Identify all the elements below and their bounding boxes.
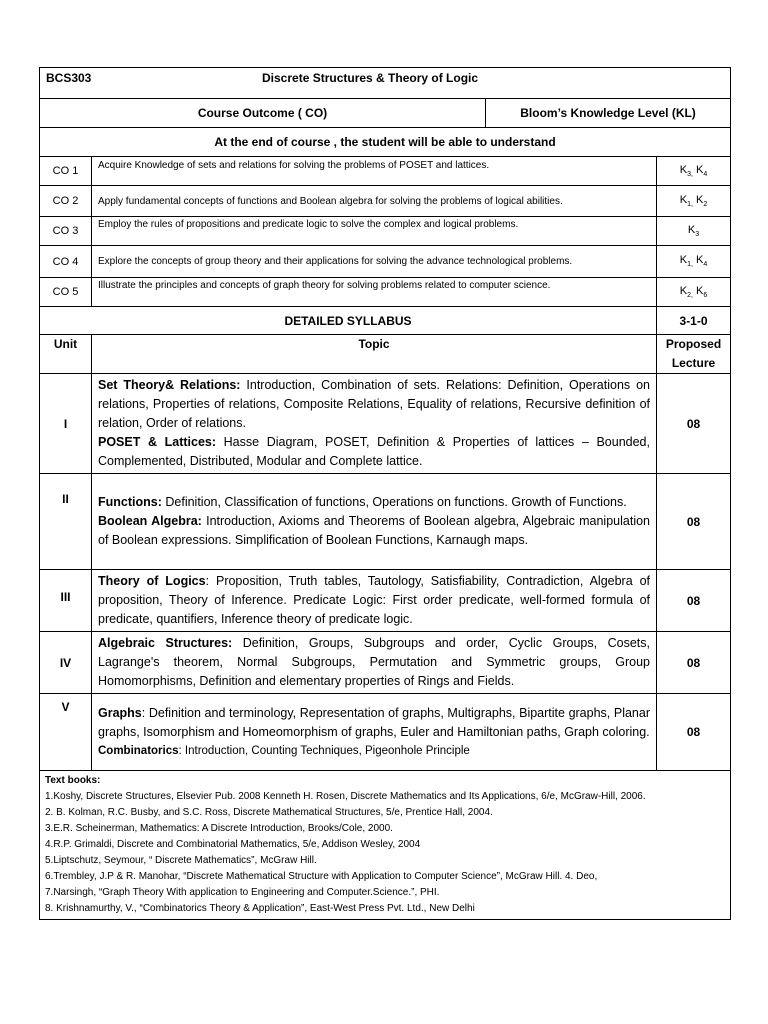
unit-number: III bbox=[40, 570, 92, 632]
unit-topic: Functions: Definition, Classification of functions, Operations on functions. Growth of Functions. Boolean Algebra: Introduction, Axioms and Theorems of Boolean algebra, Algebraic manipulation of Boolean expressions. Simplification of Boolean Functions, Karnaugh maps. bbox=[92, 474, 657, 570]
course-title: Discrete Structures & Theory of Logic bbox=[262, 71, 479, 85]
textbook-item: 4.R.P. Grimaldi, Discrete and Combinatorial Mathematics, 5/e, Addison Wesley, 2004 bbox=[45, 839, 421, 850]
co-text: Employ the rules of propositions and predicate logic to solve the complex and logical problems. bbox=[92, 217, 657, 246]
unit-column-label: Unit bbox=[40, 335, 92, 374]
co-header-row bbox=[40, 99, 731, 128]
textbooks-label: Text books: bbox=[45, 775, 101, 786]
co-id: CO 4 bbox=[40, 246, 92, 278]
co-kl: $K_3$ bbox=[657, 217, 731, 246]
textbooks-row bbox=[40, 771, 731, 920]
ltp-value: 3-1-0 bbox=[657, 307, 731, 335]
unit-row bbox=[40, 694, 731, 771]
course-code: BCS303 bbox=[46, 71, 92, 85]
textbook-item: 6.Trembley, J.P & R. Manohar, “Discrete Mathematical Structure with Application to Computer Science”, McGraw Hill. 4. Deo, bbox=[45, 871, 598, 882]
unit-row bbox=[40, 632, 731, 694]
co-id: CO 1 bbox=[40, 157, 92, 186]
co-row bbox=[40, 246, 731, 278]
course-header-row bbox=[40, 68, 731, 99]
co-id: CO 5 bbox=[40, 278, 92, 307]
unit-lecture: 08 bbox=[657, 474, 731, 570]
co-text: Apply fundamental concepts of functions and Boolean algebra for solving the problems of logical abilities. bbox=[92, 186, 657, 217]
unit-row bbox=[40, 570, 731, 632]
unit-topic: Theory of Logics: Proposition, Truth tables, Tautology, Satisfiability, Contradiction, Algebra of proposition, Theory of Inference. Predicate Logic: First order predicate, well-formed formula of predicate, quantifiers, Inference theory of predicate logic. bbox=[92, 570, 657, 632]
unit-row bbox=[40, 474, 731, 570]
intro-text: At the end of course , the student will be able to understand bbox=[40, 128, 731, 157]
textbook-item: 2. B. Kolman, R.C. Busby, and S.C. Ross, Discrete Mathematical Structures, 5/e, Prentice Hall, 2004. bbox=[45, 807, 493, 818]
unit-lecture: 08 bbox=[657, 374, 731, 474]
co-id: CO 2 bbox=[40, 186, 92, 217]
unit-topic: Algebraic Structures: Definition, Groups, Subgroups and order, Cyclic Groups, Cosets, Lagrange's theorem, Normal Subgroups, Permutation and Symmetric groups, Group Homomorphisms, Definition and elementary properties of Rings and Fields. bbox=[92, 632, 657, 694]
unit-topic: Set Theory& Relations: Introduction, Combination of sets. Relations: Definition, Operations on relations, Properties of relations, Composite Relations, Equality of relations, Recursive definition of relation, Order of relations. POSET & Lattices: Hasse Diagram, POSET, Definition & Properties of lattices – Bounded, Complemented, Distributed, Modular and Complete lattice. bbox=[92, 374, 657, 474]
co-kl: $K_{3,}$ $K_4$ bbox=[657, 157, 731, 186]
co-column-label: Course Outcome ( CO) bbox=[40, 99, 486, 128]
unit-number: II bbox=[40, 474, 92, 570]
textbook-item: 7.Narsingh, “Graph Theory With application to Engineering and Computer.Science.”, PHI. bbox=[45, 887, 440, 898]
co-row bbox=[40, 157, 731, 186]
topic-column-label: Topic bbox=[92, 335, 657, 374]
co-kl: $K_{1,}$ $K_4$ bbox=[657, 246, 731, 278]
co-kl: $K_{1,}$ $K_2$ bbox=[657, 186, 731, 217]
syllabus-title: DETAILED SYLLABUS bbox=[40, 307, 657, 335]
textbook-item: 8. Krishnamurthy, V., “Combinatorics Theory & Application”, East-West Press Pvt. Ltd., New Delhi bbox=[45, 903, 475, 914]
unit-lecture: 08 bbox=[657, 632, 731, 694]
syllabus-column-header bbox=[40, 335, 731, 374]
textbooks-list bbox=[40, 771, 731, 920]
kl-column-label: Bloom’s Knowledge Level (KL) bbox=[486, 99, 731, 128]
co-text: Explore the concepts of group theory and their applications for solving the advance technological problems. bbox=[92, 246, 657, 278]
co-row bbox=[40, 217, 731, 246]
textbook-item: 1.Koshy, Discrete Structures, Elsevier Pub. 2008 Kenneth H. Rosen, Discrete Mathematics and Its Applications, 6/e, McGraw-Hill, 2006. bbox=[45, 791, 646, 802]
co-id: CO 3 bbox=[40, 217, 92, 246]
syllabus-document bbox=[39, 67, 730, 920]
co-text: Acquire Knowledge of sets and relations for solving the problems of POSET and lattices. bbox=[92, 157, 657, 186]
textbook-item: 5.Liptschutz, Seymour, “ Discrete Mathematics”, McGraw Hill. bbox=[45, 855, 317, 866]
co-row bbox=[40, 186, 731, 217]
unit-number: I bbox=[40, 374, 92, 474]
syllabus-table bbox=[39, 67, 731, 920]
unit-lecture: 08 bbox=[657, 570, 731, 632]
co-text: Illustrate the principles and concepts of graph theory for solving problems related to computer science. bbox=[92, 278, 657, 307]
co-kl: $K_{2,}$ $K_6$ bbox=[657, 278, 731, 307]
unit-number: IV bbox=[40, 632, 92, 694]
syllabus-title-row bbox=[40, 307, 731, 335]
unit-topic: Graphs: Definition and terminology, Representation of graphs, Multigraphs, Bipartite graphs, Planar graphs, Isomorphism and Homeomorphism of graphs, Euler and Hamiltonian paths, Graph coloring. Combinatorics: Introduction, Counting Techniques, Pigeonhole Principle bbox=[92, 694, 657, 771]
unit-row bbox=[40, 374, 731, 474]
lecture-column-label: Proposed Lecture bbox=[657, 335, 731, 374]
co-row bbox=[40, 278, 731, 307]
intro-row bbox=[40, 128, 731, 157]
unit-lecture: 08 bbox=[657, 694, 731, 771]
unit-number: V bbox=[40, 694, 92, 771]
textbook-item: 3.E.R. Scheinerman, Mathematics: A Discrete Introduction, Brooks/Cole, 2000. bbox=[45, 823, 393, 834]
